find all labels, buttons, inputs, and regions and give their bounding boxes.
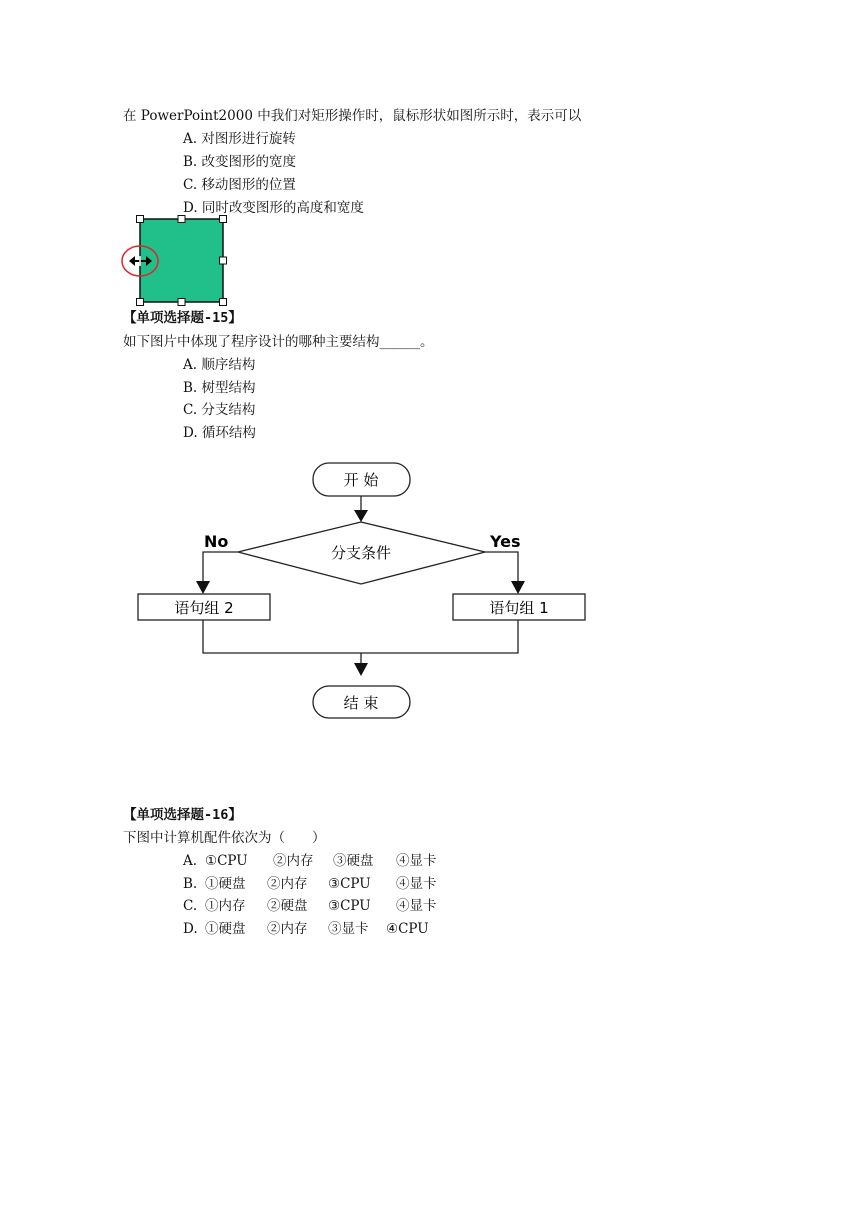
option-item-2: ②内存 xyxy=(267,921,308,937)
option-item-1: ①内存 xyxy=(205,898,246,914)
option-letter: A. xyxy=(183,853,198,869)
option-letter: C. xyxy=(183,898,198,914)
option-item-3: ③CPU xyxy=(328,876,371,892)
green-rectangle xyxy=(140,219,223,302)
option-item-2: ②硬盘 xyxy=(267,898,308,914)
flowchart-condition-label: 分支条件 xyxy=(330,544,392,562)
flowchart-left-box-label: 语句组 2 xyxy=(174,599,234,617)
q15-option-d: D. 循环结构 xyxy=(183,425,256,441)
question-15-stem: 如下图片中体现了程序设计的哪种主要结构______。 xyxy=(123,334,434,350)
option-item-3: ③显卡 xyxy=(328,921,369,937)
q15-option-c: C. 分支结构 xyxy=(183,402,256,418)
option-item-4: ④显卡 xyxy=(396,898,437,914)
option-letter: D. xyxy=(183,921,198,937)
option-item-4: ④CPU xyxy=(386,921,429,937)
option-item-1: ①CPU xyxy=(205,853,248,869)
question-15-heading: 【单项选择题-15】 xyxy=(123,310,242,326)
flowchart-right-box-label: 语句组 1 xyxy=(489,599,549,617)
arrow-down-icon xyxy=(196,581,210,594)
arrow-down-icon xyxy=(511,581,525,594)
q15-option-a: A. 顺序结构 xyxy=(183,357,256,373)
q14-rectangle-figure xyxy=(118,212,238,314)
arrow-down-icon xyxy=(354,663,368,676)
flowchart-start-label: 开 始 xyxy=(343,471,379,489)
q15-option-b: B. 树型结构 xyxy=(183,380,256,396)
q14-option-c: C. 移动图形的位置 xyxy=(183,177,296,193)
flowchart-end-label: 结 束 xyxy=(343,694,379,712)
option-item-4: ④显卡 xyxy=(396,876,437,892)
flowchart-no-label: No xyxy=(204,532,229,551)
question-16-heading: 【单项选择题-16】 xyxy=(123,807,242,823)
option-item-1: ①硬盘 xyxy=(205,876,246,892)
option-letter: B. xyxy=(183,876,198,892)
option-item-2: ②内存 xyxy=(273,853,314,869)
branch-flowchart xyxy=(130,455,600,734)
arrow-down-icon xyxy=(354,510,368,522)
option-item-4: ④显卡 xyxy=(396,853,437,869)
question-14-stem: 在 PowerPoint2000 中我们对矩形操作时，鼠标形状如图所示时，表示可以 xyxy=(123,108,582,124)
option-item-1: ①硬盘 xyxy=(205,921,246,937)
question-16-stem: 下图中计算机配件依次为（ ） xyxy=(123,830,326,846)
q14-option-a: A. 对图形进行旋转 xyxy=(183,131,296,147)
q14-option-d: D. 同时改变图形的高度和宽度 xyxy=(183,200,364,216)
option-item-3: ③硬盘 xyxy=(333,853,374,869)
option-item-2: ②内存 xyxy=(267,876,308,892)
option-item-3: ③CPU xyxy=(328,898,371,914)
flowchart-yes-label: Yes xyxy=(490,532,521,551)
q14-option-b: B. 改变图形的宽度 xyxy=(183,154,297,170)
